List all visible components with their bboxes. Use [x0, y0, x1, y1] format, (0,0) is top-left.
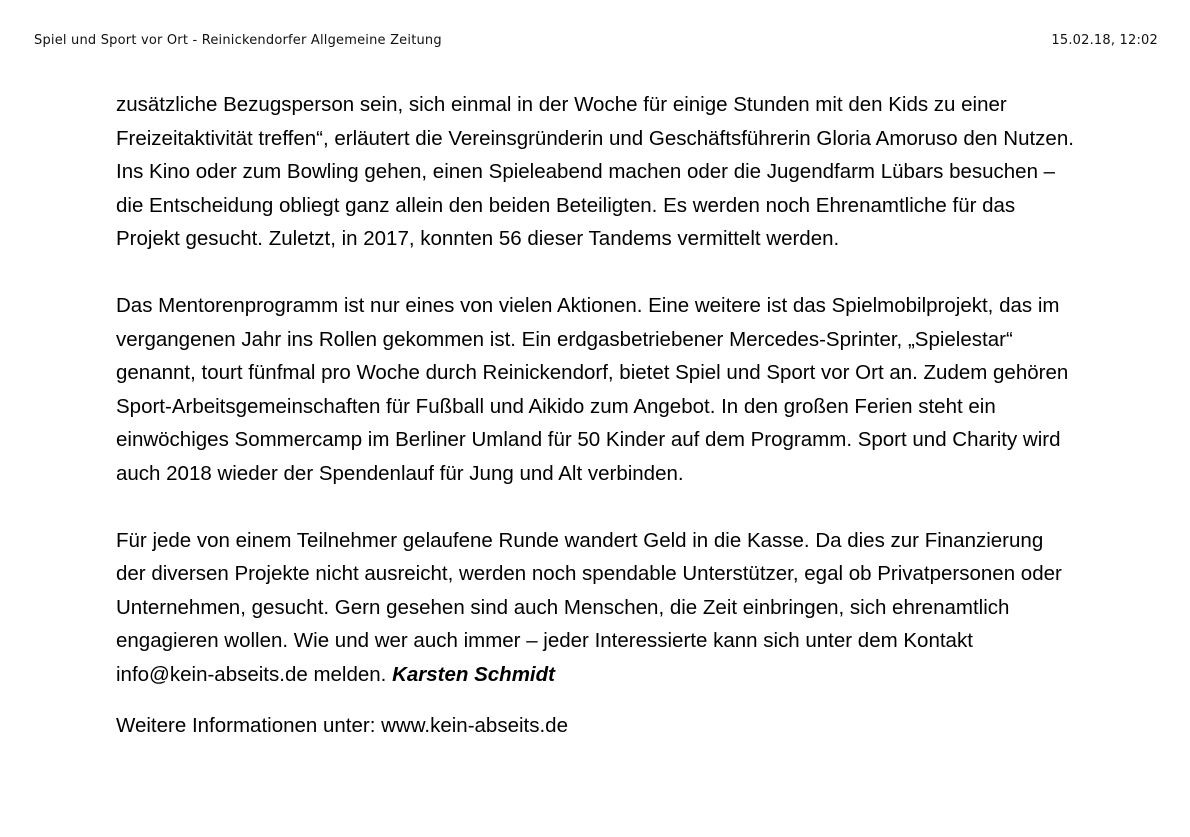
paragraph-text: Das Mentorenprogramm ist nur eines von vielen Aktionen. Eine weitere ist das Spielmobilprojekt, das im vergangenen Jahr ins Rollen gekommen ist. Ein erdgasbetriebener Mercedes-Sprinter, „Spielestar“ genannt, tourt fünfmal pro Woche durch Reinickendorf, bietet Spiel und Sport vor Ort an. Zudem gehören Sport-Arbeitsgemeinschaften für Fußball und Aikido zum Angebot. In den großen Ferien steht ein einwöchiges Sommercamp im Berliner Umland für 50 Kinder auf dem Programm. Sport und Charity wird auch 2018 wieder der Spendenlauf für Jung und Alt verbinden. [116, 294, 1069, 485]
article-paragraph [116, 524, 1076, 692]
article-paragraph: zusätzliche Bezugsperson sein, sich einmal in der Woche für einige Stunden mit den Kids zu einer Freizeitaktivität treffen“, erläutert die Vereinsgründerin und Geschäftsführerin Gloria Amoruso den Nutzen. Ins Kino oder zum Bowling gehen, einen Spieleabend machen oder die Jugendfarm Lübars besuchen – die Entscheidung obliegt ganz allein den beiden Beteiligten. Es werden noch Ehrenamtliche für das Projekt gesucht. Zuletzt, in 2017, konnten 56 dieser Tandems vermittelt werden. [116, 93, 1074, 250]
page-title: Spiel und Sport vor Ort - Reinickendorfer Allgemeine Zeitung [34, 33, 442, 48]
article-body [116, 88, 1076, 743]
info-line: Weitere Informationen unter: www.kein-abseits.de [116, 714, 568, 737]
paragraph-text: Für jede von einem Teilnehmer gelaufene Runde wandert Geld in die Kasse. Da dies zur Finanzierung der diversen Projekte nicht ausreicht, werden noch spendable Unterstützer, egal ob Privatpersonen oder Unternehmen, gesucht. Gern gesehen sind auch Menschen, die Zeit einbringen, sich ehrenamtlich engagieren wollen. Wie und wer auch immer – jeder Interessierte kann sich unter dem Kontakt info@kein-abseits.de melden. [116, 528, 1062, 686]
print-timestamp: 15.02.18, 12:02 [1051, 33, 1158, 48]
article-paragraph [116, 289, 1076, 490]
print-header [34, 33, 1158, 53]
author-name: Karsten Schmidt [392, 662, 555, 686]
